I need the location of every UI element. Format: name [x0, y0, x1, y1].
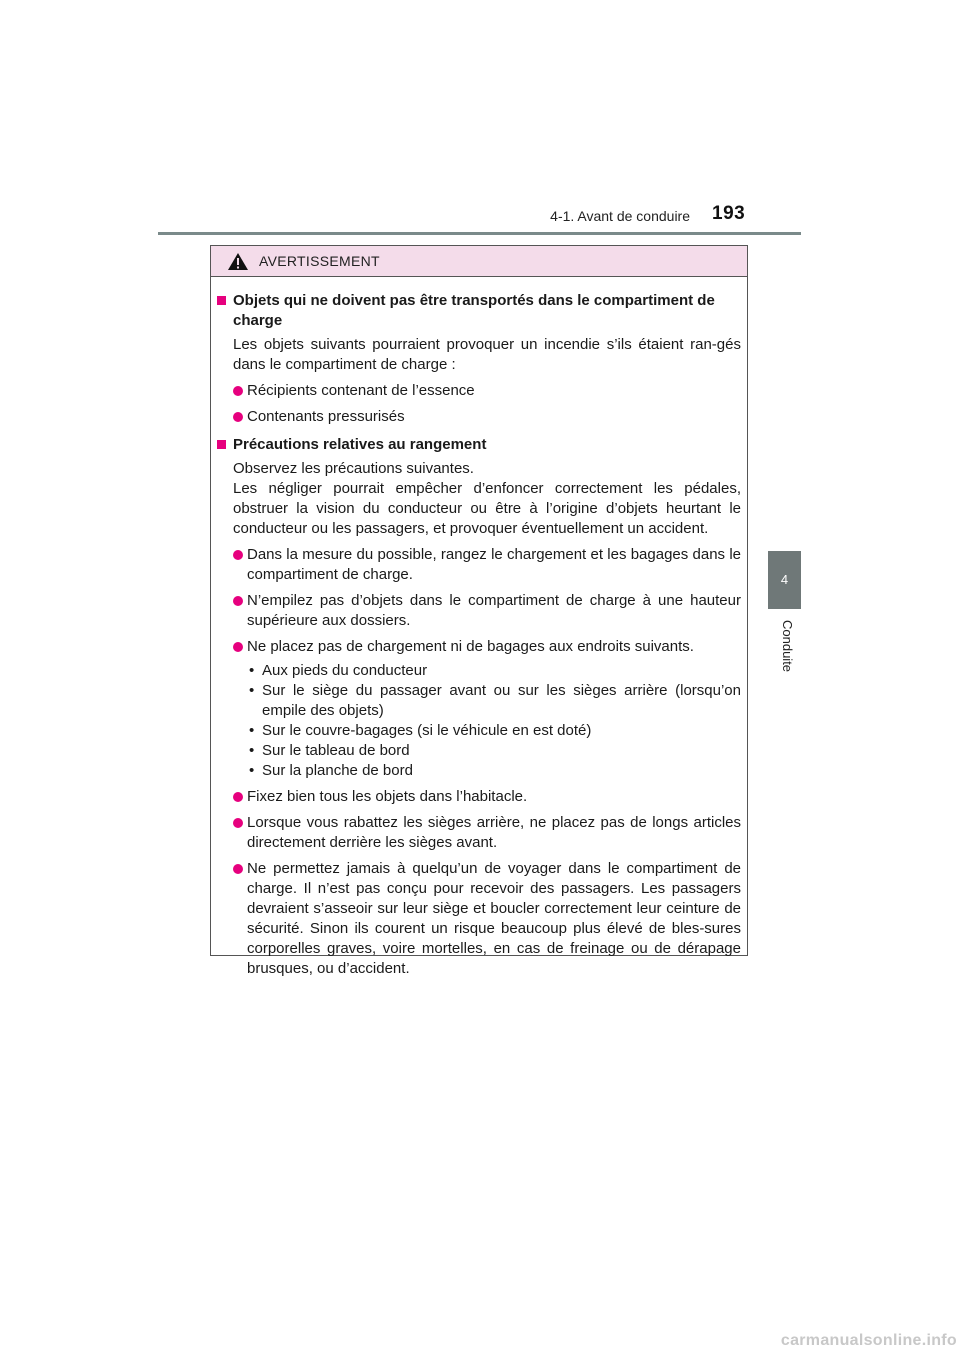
- chapter-tab: 4: [768, 551, 801, 609]
- list-item: Contenants pressurisés: [217, 407, 741, 427]
- round-bullet-icon: [233, 596, 243, 606]
- sub-list-item: • Sur la planche de bord: [249, 762, 413, 779]
- warning-body: [211, 277, 747, 979]
- list-item: Récipients contenant de l’essence: [217, 381, 741, 401]
- warning-title: AVERTISSEMENT: [259, 253, 380, 269]
- round-bullet-icon: [233, 412, 243, 422]
- round-bullet-icon: [233, 864, 243, 874]
- list-item: N’empilez pas d’objets dans le compartiment de charge à une hauteur supérieure aux dossiers.: [217, 591, 741, 631]
- sub-list-item: • Sur le siège du passager avant ou sur les sièges arrière (lorsqu’on empile des objets): [249, 682, 741, 719]
- sub-list-item: • Sur le couvre-bagages (si le véhicule en est doté): [249, 722, 592, 739]
- list-item: Fixez bien tous les objets dans l’habitacle.: [217, 787, 741, 807]
- warning-header: [211, 246, 747, 277]
- section-title: 4-1. Avant de conduire: [550, 208, 690, 224]
- warning-box: [210, 245, 748, 977]
- watermark: carmanualsonline.info: [780, 1332, 957, 1349]
- square-bullet-icon: [217, 440, 226, 449]
- sub-list-item: • Aux pieds du conducteur: [249, 662, 428, 679]
- page-number: 193: [712, 203, 746, 224]
- section-heading-storage: Précautions relatives au rangement: [217, 435, 741, 455]
- header-rule: [158, 232, 801, 235]
- round-bullet-icon: [233, 792, 243, 802]
- round-bullet-icon: [233, 818, 243, 828]
- chapter-label: Conduite: [780, 620, 795, 673]
- list-item: Lorsque vous rabattez les sièges arrière, ne placez pas de longs articles directement derrière les sièges avant.: [217, 813, 741, 853]
- round-bullet-icon: [233, 642, 243, 652]
- sub-list-item: • Sur le tableau de bord: [249, 742, 410, 759]
- section-text: Observez les précautions suivantes. Les négliger pourrait empêcher d’enfoncer correctement les pédales, obstruer la vision du conducteur ou être à l’origine d’objets heurtant le conducteur ou les passagers, et provoquer éventuellement un accident.: [233, 460, 741, 537]
- round-bullet-icon: [233, 386, 243, 396]
- round-bullet-icon: [233, 550, 243, 560]
- location-sub-list: [217, 661, 741, 781]
- list-item: Ne placez pas de chargement ni de bagages aux endroits suivants.: [217, 637, 741, 657]
- list-item: Ne permettez jamais à quelqu’un de voyager dans le compartiment de charge. Il n’est pas conçu pour recevoir des passagers. Les passagers devraient s’asseoir sur leur siège et boucler correctement leur ceinture de sécurité. Sinon ils courent un risque beaucoup plus élevé de bles-sures corporelles graves, voire mortelles, en cas de freinage ou de dérapage brusques, ou d’accident.: [217, 859, 741, 979]
- section-text: Les objets suivants pourraient provoquer un incendie s’ils étaient ran-gés dans le compartiment de charge :: [233, 336, 741, 373]
- warning-triangle-icon: [227, 252, 249, 271]
- section-heading-cargo-objects: Objets qui ne doivent pas être transportés dans le compartiment de charge: [217, 291, 741, 331]
- list-item: Dans la mesure du possible, rangez le chargement et les bagages dans le compartiment de charge.: [217, 545, 741, 585]
- square-bullet-icon: [217, 296, 226, 305]
